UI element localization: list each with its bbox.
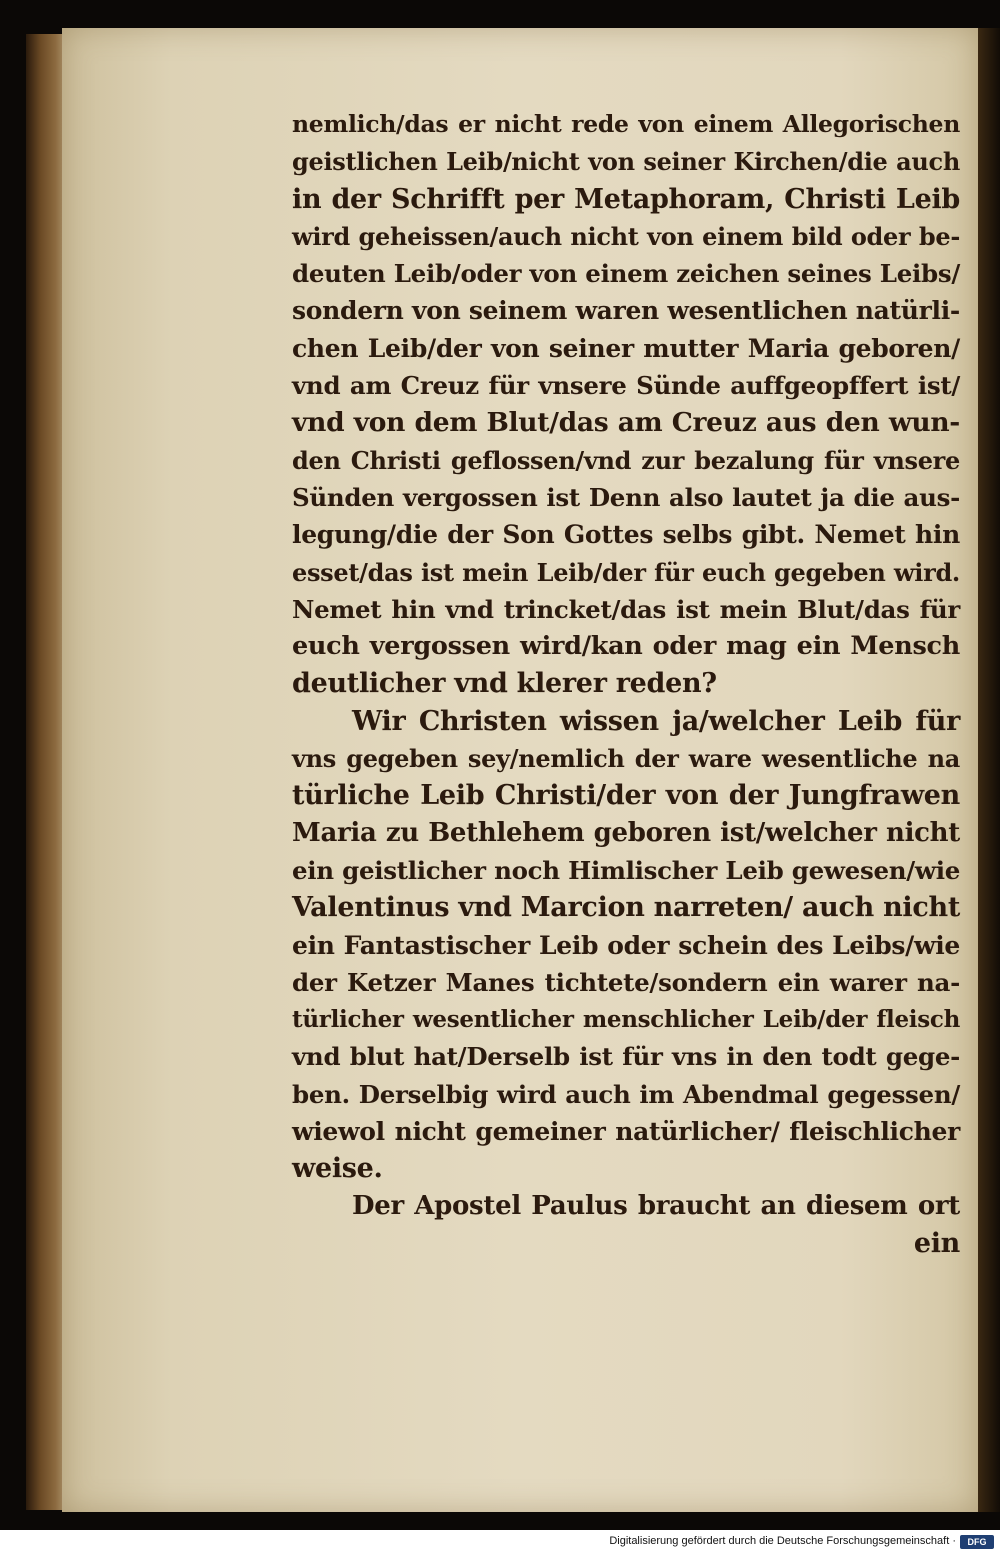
text-line-16: deutlicher vnd klerer reden?	[292, 668, 717, 700]
text-line-22: Valentinus vnd Marcion narreten/ auch nicht	[292, 892, 960, 924]
footer-bar	[0, 1530, 1000, 1554]
page-right-edge	[978, 28, 1000, 1512]
text-line-28: wiewol nicht gemeiner natürlicher/ fleischlicher	[292, 1117, 960, 1147]
text-line-19: türliche Leib Christi/der von der Jungfrawen	[292, 780, 960, 812]
catchword: ein	[913, 1227, 960, 1259]
text-line-23: ein Fantastischer Leib oder schein des Leibs/wie	[292, 930, 960, 960]
text-line-1: nemlich/das er nicht rede von einem Allegorischen	[292, 110, 960, 138]
text-line-9: vnd von dem Blut/das am Creuz aus den wun-	[292, 407, 960, 439]
page-text	[292, 106, 960, 1262]
text-line-7: chen Leib/der von seiner mutter Maria geboren/	[292, 333, 960, 363]
text-line-5: deuten Leib/oder von einem zeichen seines Leibs/	[292, 259, 960, 289]
text-line-3: in der Schrifft per Metaphoram, Christi Leib	[292, 183, 960, 215]
text-line-12: legung/die der Son Gottes selbs gibt. Nemet hin	[292, 520, 960, 550]
text-line-30: Der Apostel Paulus braucht an diesem ort	[352, 1190, 960, 1221]
text-line-20: Maria zu Bethlehem geboren ist/welcher nicht	[292, 817, 960, 848]
text-line-8: vnd am Creuz für vnsere Sünde auffgeopffert ist/	[292, 371, 960, 401]
text-line-21: ein geistlicher noch Himlischer Leib gewesen/wie	[292, 855, 960, 885]
text-line-25: türlicher wesentlicher menschlicher Leib/der fleisch	[292, 1006, 960, 1034]
text-line-17: Wir Christen wissen ja/welcher Leib für	[352, 705, 960, 737]
text-line-18: vns gegeben sey/nemlich der ware wesentliche na	[292, 744, 960, 774]
text-line-4: wird geheissen/auch nicht von einem bild oder be-	[292, 221, 960, 251]
dfg-logo: DFG	[960, 1535, 994, 1549]
text-line-6: sondern von seinem waren wesentlichen natürli-	[292, 296, 960, 326]
text-line-27: ben. Derselbig wird auch im Abendmal gegessen/	[292, 1079, 960, 1109]
text-line-26: vnd blut hat/Derselb ist für vns in den todt gege-	[292, 1042, 960, 1072]
text-line-14: Nemet hin vnd trincket/das ist mein Blut/das für	[292, 594, 960, 624]
text-line-2: geistlichen Leib/nicht von seiner Kirchen/die auch	[292, 147, 960, 177]
funding-credit: Digitalisierung gefördert durch die Deutsche Forschungsgemeinschaft ·	[609, 1535, 956, 1547]
text-line-29: weise.	[292, 1153, 383, 1185]
text-line-10: den Christi geflossen/vnd zur bezalung für vnsere	[292, 445, 960, 475]
text-line-24: der Ketzer Manes tichtete/sondern ein warer na-	[292, 967, 960, 997]
text-line-13: esset/das ist mein Leib/der für euch gegeben wird.	[292, 557, 960, 587]
text-line-11: Sünden vergossen ist Denn also lautet ja die aus-	[292, 482, 960, 512]
text-line-15: euch vergossen wird/kan oder mag ein Mensch	[292, 631, 960, 662]
